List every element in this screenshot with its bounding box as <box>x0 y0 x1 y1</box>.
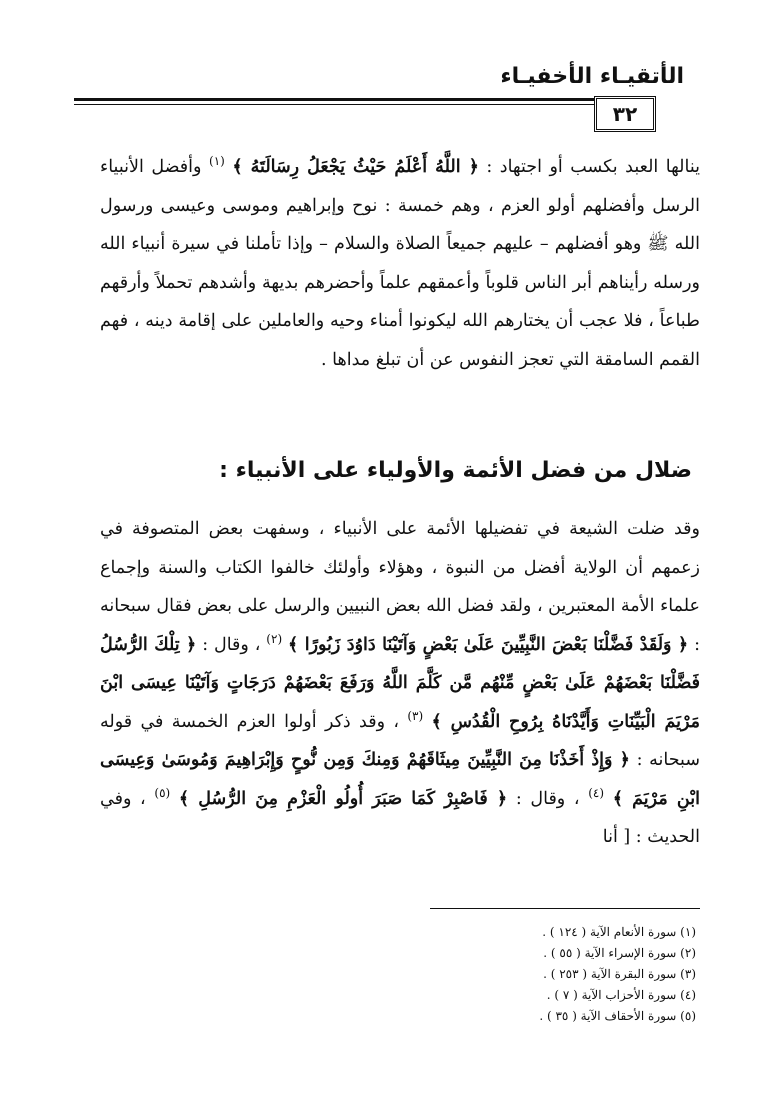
text-run: ، وقال : <box>202 634 261 655</box>
header-rule-thick <box>74 98 654 101</box>
text-run: ، وقد ذكر أولوا العزم الخمسة في قوله سبحانه : <box>100 711 700 770</box>
footnote-ref[interactable]: (٢) <box>266 631 283 646</box>
text-run: وقد ضلت الشيعة في تفضيلها الأئمة على الأنبياء ، وسفهت بعض المتصوفة في زعمهم أن الولاية أفضل من النبوة ، وهؤلاء وأولئك خالفوا الكتاب والسنة وإجماع علماء الأمة المعتبرين ، ولقد فضل الله بعض النبيين والرسل على بعض فقال سبحانه : <box>100 519 700 655</box>
footnote-ref[interactable]: (١) <box>209 154 225 169</box>
quran-verse: ﴿ وَلَقَدْ فَضَّلْنَا بَعْضَ النَّبِيِّينَ عَلَىٰ بَعْضٍ وَآتَيْنَا دَاوُدَ زَبُورًا ﴾ <box>288 634 689 655</box>
section-heading: ضلال من فضل الأئمة والأولياء على الأنبياء : <box>219 458 692 483</box>
header-rule-thin <box>74 104 654 105</box>
running-title: الأتقيـاء الأخفيـاء <box>500 64 684 89</box>
paragraph-2 <box>100 510 700 857</box>
footnote-item: (٣) سورة البقرة الآية ( ٢٥٣ ) . <box>543 967 696 981</box>
footnote-item: (٢) سورة الإسراء الآية ( ٥٥ ) . <box>543 946 696 960</box>
text-run: ، وقال : <box>515 788 580 809</box>
footnote-ref[interactable]: (٥) <box>154 785 171 800</box>
footnote-item: (٥) سورة الأحقاف الآية ( ٣٥ ) . <box>539 1009 696 1023</box>
page-number: ٣٢ <box>594 96 656 132</box>
quran-verse: ﴿ فَاصْبِرْ كَمَا صَبَرَ أُولُو الْعَزْمِ مِنَ الرُّسُلِ ﴾ <box>178 788 508 809</box>
text-run: ، وفي الحديث : [ أنا <box>100 788 700 847</box>
paragraph-1 <box>100 148 700 379</box>
footnotes-list <box>300 922 696 1027</box>
footnote-ref[interactable]: (٣) <box>407 708 424 723</box>
footnote-ref[interactable]: (٤) <box>588 785 605 800</box>
text-run: وأفضل الأنبياء الرسل وأفضلهم أولو العزم ، وهم خمسة : نوح وإبراهيم وموسى وعيسى ورسول الله ﷺ وهو أفضلهم – عليهم جميعاً الصلاة والسلام – وإذا تأملنا في سيرة أنبياء الله ورسله رأيناهم أبر الناس قلوباً وأعمقهم علماً وأحضرهم بديهة وأشدهم تحملاً وأرقهم طباعاً ، فلا عجب أن يختارهم الله ليكونوا أمناء وحيه والعاملين على إقامة دينه ، فهم القمم السامقة التي تعجز النفوس عن أن تبلغ مداها . <box>100 157 700 370</box>
quran-verse: ﴿ وَإِذْ أَخَذْنَا مِنَ النَّبِيِّينَ مِيثَاقَهُمْ وَمِنكَ وَمِن نُّوحٍ وَإِبْرَاهِيمَ وَمُوسَىٰ وَعِيسَى ابْنِ مَرْيَمَ ﴾ <box>100 750 700 809</box>
text-run: ينالها العبد بكسب أو اجتهاد : <box>486 157 700 177</box>
footnote-separator <box>430 908 700 909</box>
quran-verse: ﴿ تِلْكَ الرُّسُلُ فَضَّلْنَا بَعْضَهُمْ عَلَىٰ بَعْضٍ مِّنْهُم مَّن كَلَّمَ اللَّهُ وَرَفَعَ بَعْضَهُمْ دَرَجَاتٍ وَآتَيْنَا عِيسَى ابْنَ مَرْيَمَ الْبَيِّنَاتِ وَأَيَّدْنَاهُ بِرُوحِ الْقُدُسِ ﴾ <box>100 634 700 732</box>
quran-verse: ﴿ اللَّهُ أَعْلَمُ حَيْثُ يَجْعَلُ رِسَالَتَهُ ﴾ <box>232 157 479 177</box>
footnote-item: (٤) سورة الأحزاب الآية ( ٧ ) . <box>546 988 696 1002</box>
footnote-item: (١) سورة الأنعام الآية ( ١٢٤ ) . <box>542 925 696 939</box>
